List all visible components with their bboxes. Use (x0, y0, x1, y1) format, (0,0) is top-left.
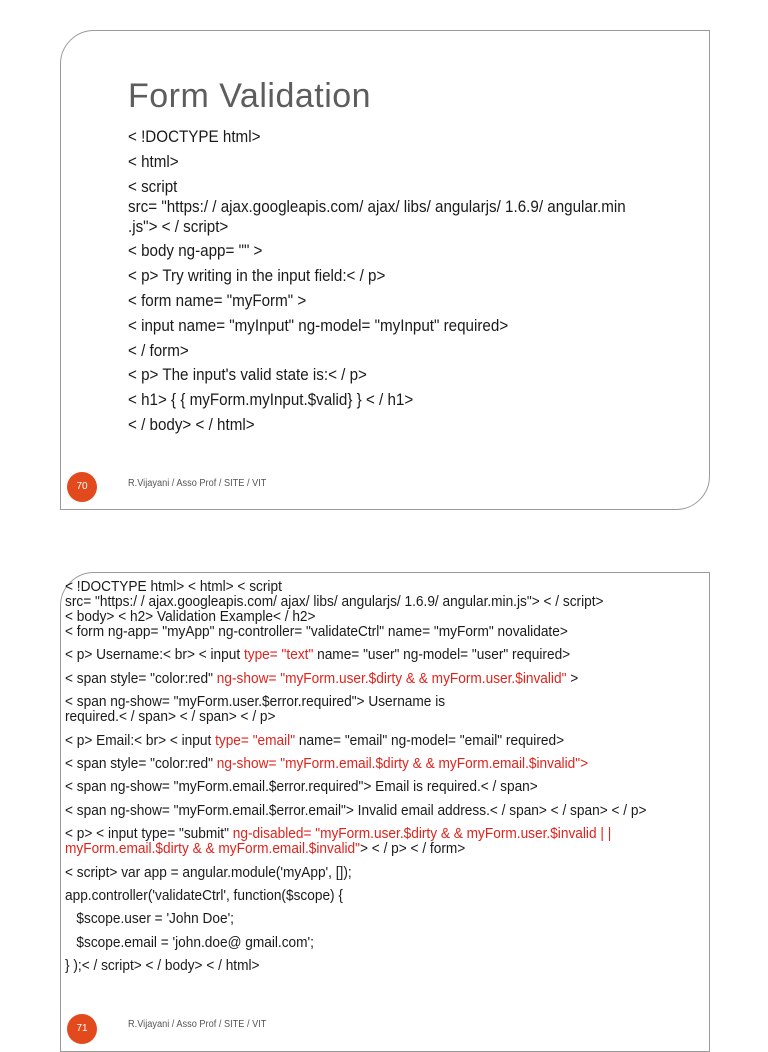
code-text: < span ng-show= "myForm.user.$error.required"> Username is required.< / span> < / span> < / p> (65, 693, 446, 726)
code-line: < script src= "https:/ / ajax.googleapis.com/ ajax/ libs/ angularjs/ 1.6.9/ angular.min .js"> < / script> (128, 177, 626, 236)
code-line: < p> Try writing in the input field:< / p> (128, 267, 386, 286)
code-line (65, 733, 704, 748)
code-line (65, 579, 704, 624)
code-text: name= "user" ng-model= "user" required> (313, 646, 571, 664)
code-line (65, 779, 704, 794)
highlighted-code: ng-show= "myForm.email.$dirty & & myForm.email.$invalid"> (216, 754, 589, 772)
code-text: < span style= "color:red" (65, 669, 217, 687)
slide-title: Form Validation (128, 77, 372, 115)
code-line (65, 911, 704, 926)
code-line (65, 935, 704, 950)
code-line (65, 694, 704, 724)
code-line (65, 647, 704, 662)
code-text: < p> Username:< br> < input (65, 646, 244, 664)
code-text: < p> Email:< br> < input (65, 731, 216, 749)
code-text: app.controller('validateCtrl', function($scope) { (65, 886, 343, 904)
code-line (65, 624, 704, 639)
slide-footer: R.Vijayani / Asso Prof / SITE / VIT (128, 1019, 267, 1030)
code-line: < input name= "myInput" ng-model= "myInput" required> (128, 316, 509, 335)
code-listing (65, 579, 725, 981)
code-line (65, 671, 704, 686)
highlighted-code: type= "text" (243, 646, 314, 664)
code-text: < span ng-show= "myForm.email.$error.email"> Invalid email address.< / span> < / span> < / p> (65, 801, 647, 819)
code-line: < h1> { { myForm.myInput.$valid} } < / h1> (128, 391, 414, 410)
slide-validation-example (60, 572, 710, 1052)
page-number-badge: 70 (67, 472, 97, 502)
slide-form-validation (60, 30, 710, 510)
code-text: < !DOCTYPE html> < html> < script src= "https:/ / ajax.googleapis.com/ ajax/ libs/ angularjs/ 1.6.9/ angular.min.js"> < / script> < body> < h2> Validation Example< / h2> (65, 578, 604, 625)
code-line: < form name= "myForm" > (128, 291, 307, 310)
code-text: name= "email" ng-model= "email" required> (295, 731, 565, 749)
code-line (65, 958, 704, 973)
code-line (65, 888, 704, 903)
code-text: > (566, 669, 579, 687)
code-line (65, 865, 704, 880)
page-number-badge: 71 (67, 1014, 97, 1044)
code-line (65, 756, 704, 771)
code-line: < body ng-app= "" > (128, 242, 263, 261)
code-line (65, 803, 704, 818)
code-text: < script> var app = angular.module('myApp', []); (65, 863, 352, 881)
highlighted-code: ng-disabled= "myForm.user.$dirty & & myForm.user.$invalid | | myForm.email.$dirty & & myForm.email.$invalid" (65, 825, 612, 858)
code-text: } );< / script> < / body> < / html> (65, 957, 260, 975)
code-text: > < / p> < / form> (360, 840, 466, 858)
code-text: < span style= "color:red" (65, 754, 217, 772)
highlighted-code: ng-show= "myForm.user.$dirty & & myForm.user.$invalid" (216, 669, 567, 687)
code-listing (128, 127, 688, 440)
code-line: < !DOCTYPE html> (128, 128, 261, 146)
code-text: < p> < input type= "submit" (65, 825, 233, 843)
code-line: < html> (128, 152, 179, 171)
code-text: < form ng-app= "myApp" ng-controller= "validateCtrl" name= "myForm" novalidate> (65, 623, 568, 640)
highlighted-code: type= "email" (215, 731, 296, 749)
code-line (65, 826, 704, 856)
code-line: < / form> (128, 341, 189, 360)
code-text: $scope.email = 'john.doe@ gmail.com'; (65, 933, 314, 951)
code-text: < span ng-show= "myForm.email.$error.required"> Email is required.< / span> (65, 778, 538, 796)
code-text: $scope.user = 'John Doe'; (65, 910, 234, 928)
code-line: < p> The input's valid state is:< / p> (128, 366, 367, 385)
code-line: < / body> < / html> (128, 415, 255, 434)
slide-footer: R.Vijayani / Asso Prof / SITE / VIT (128, 478, 267, 489)
